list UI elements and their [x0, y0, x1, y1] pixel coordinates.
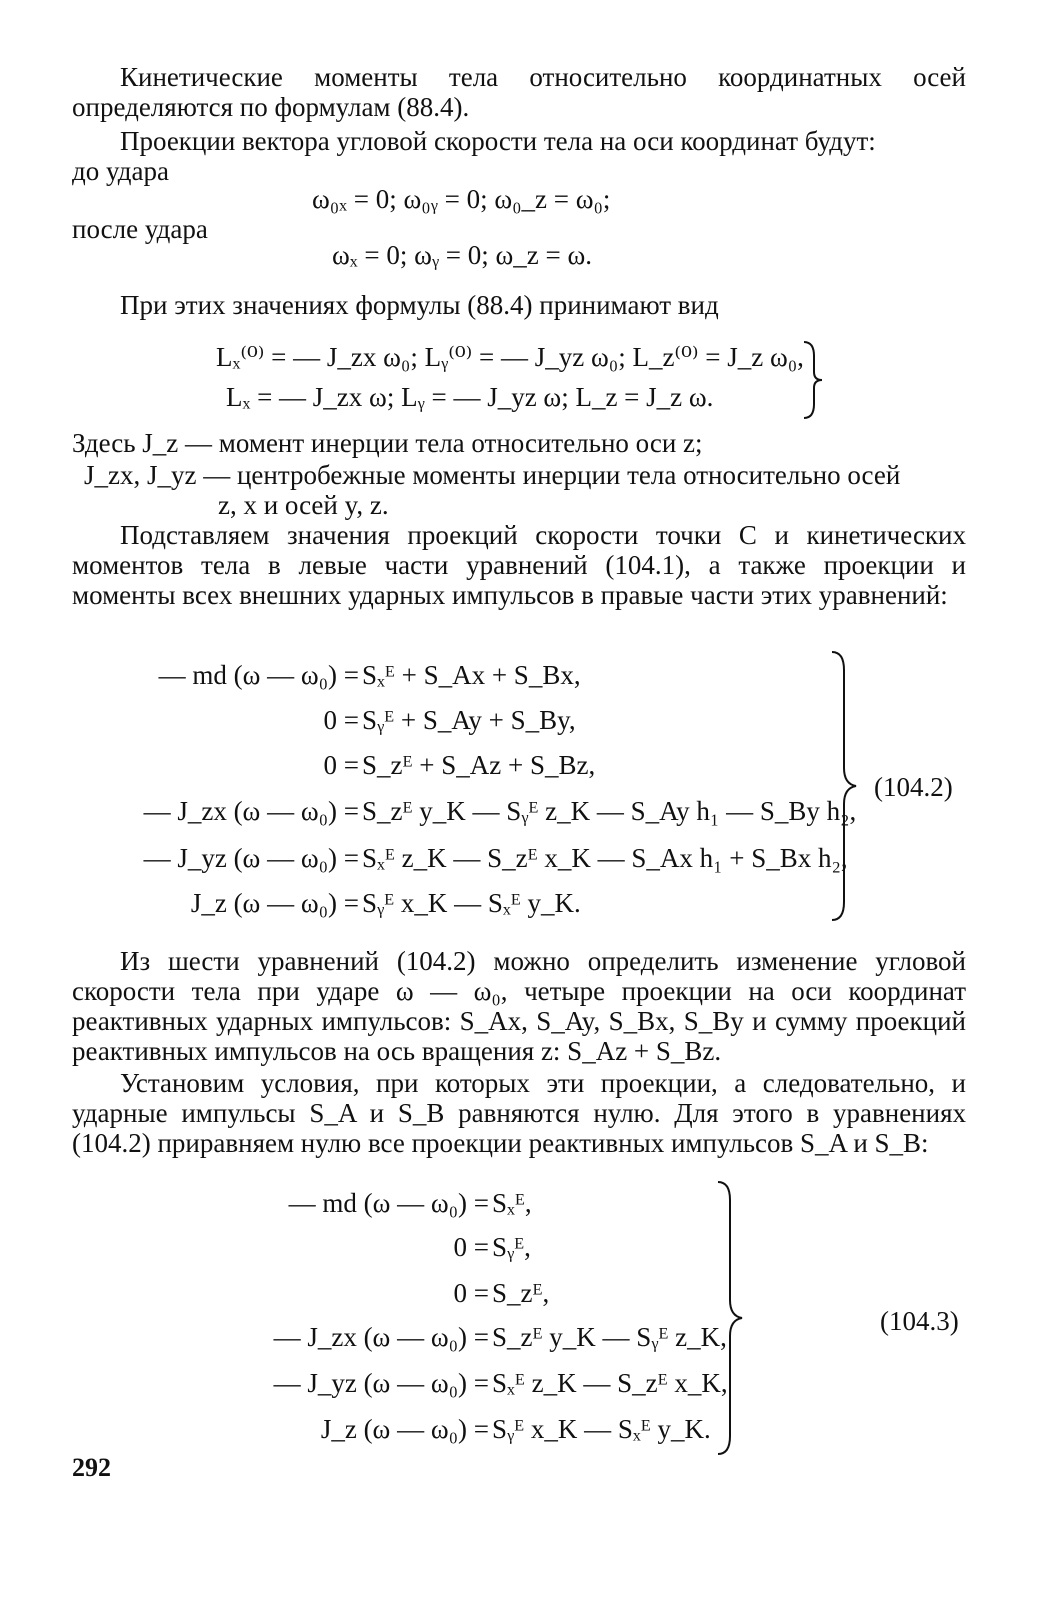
- eq3-rhs-5: Sₓᴱ z_K — S_zᴱ x_K,: [492, 1368, 728, 1398]
- equation-L-after: Lₓ = — J_zx ω; Lᵧ = — J_yz ω; L_z = J_z ω.: [226, 382, 714, 412]
- paragraph-angular-velocity: Проекции вектора угловой скорости тела на оси координат будут:: [120, 126, 876, 156]
- equation-L-before: Lₓ⁽⁰⁾ = — J_zx ω₀; Lᵧ⁽⁰⁾ = — J_yz ω₀; L_z⁽⁰⁾ = J_z ω₀,: [216, 342, 804, 372]
- eq3-rhs-6: Sᵧᴱ x_K — Sₓᴱ y_K.: [492, 1414, 711, 1444]
- eq3-lhs-3: 0 =: [453, 1278, 489, 1308]
- paragraph-kinetic-moments: Кинетические моменты тела относительно координатных осей определяются по формулам (88.4).: [72, 62, 966, 122]
- eq2-rhs-5: Sₓᴱ z_K — S_zᴱ x_K — S_Ax h₁ + S_Bx h₂,: [362, 843, 848, 873]
- text-centrifugal-moments: J_zx, J_yz — центробежные моменты инерции тела относительно осей: [84, 460, 901, 490]
- eq2-lhs-6: J_z (ω — ω₀) =: [190, 888, 359, 918]
- eq2-lhs-2: 0 =: [323, 705, 359, 735]
- eq2-rhs-4: S_zᴱ y_K — Sᵧᴱ z_K — S_Ay h₁ — S_By h₂,: [362, 796, 857, 826]
- eq2-lhs-4: — J_zx (ω — ω₀) =: [143, 796, 359, 826]
- right-brace-104-3: [712, 1180, 746, 1456]
- paragraph-conditions: Установим условия, при которых эти проекции, а следовательно, и ударные импульсы S_A и S_B равняются нулю. Для этого в уравнениях (104.2) приравняем нулю все проекции реактивных импульсов S_A и S_B:: [72, 1068, 966, 1158]
- eq3-rhs-3: S_zᴱ,: [492, 1278, 550, 1308]
- eq2-lhs-1: — md (ω — ω₀) =: [158, 660, 359, 690]
- eq2-rhs-3: S_zᴱ + S_Az + S_Bz,: [362, 750, 596, 780]
- label-before-impact: до удара: [72, 156, 169, 186]
- eq2-rhs-2: Sᵧᴱ + S_Ay + S_By,: [362, 705, 576, 735]
- eq2-rhs-6: Sᵧᴱ x_K — Sₓᴱ y_K.: [362, 888, 581, 918]
- eq2-lhs-5: — J_yz (ω — ω₀) =: [143, 843, 359, 873]
- eq3-rhs-2: Sᵧᴱ,: [492, 1232, 531, 1262]
- page-number: 292: [72, 1453, 111, 1482]
- eq3-lhs-6: J_z (ω — ω₀) =: [320, 1414, 489, 1444]
- equation-number-104-2: (104.2): [874, 772, 953, 802]
- right-brace-104-2: [826, 650, 860, 922]
- right-brace-L: [800, 340, 824, 420]
- eq3-lhs-2: 0 =: [453, 1232, 489, 1262]
- eq3-lhs-1: — md (ω — ω₀) =: [288, 1188, 489, 1218]
- eq3-lhs-4: — J_zx (ω — ω₀) =: [273, 1322, 489, 1352]
- paragraph-six-equations: Из шести уравнений (104.2) можно определить изменение угловой скорости тела при ударе ω — ω₀, четыре проекции на оси координат реактивных ударных импульсов: S_Ax, S_Ay, S_Bx, S_By и сумму проекций реактивных импульсов на ось вращения z: S_Az + S_Bz.: [72, 946, 966, 1066]
- equation-number-104-3: (104.3): [880, 1306, 959, 1336]
- equation-omega-before: ω₀ₓ = 0; ω₀ᵧ = 0; ω₀_z = ω₀;: [312, 184, 611, 214]
- eq2-rhs-1: Sₓᴱ + S_Ax + S_Bx,: [362, 660, 581, 690]
- text-axes-zx-yz: z, x и осей y, z.: [218, 490, 389, 520]
- paragraph-substitute-values: Подставляем значения проекций скорости точки C и кинетических моментов тела в левые части уравнений (104.1), а также проекции и моменты всех внешних ударных импульсов в правые части этих уравнений:: [72, 520, 966, 610]
- paragraph-formulas-take-form: При этих значениях формулы (88.4) принимают вид: [120, 290, 719, 320]
- eq2-lhs-3: 0 =: [323, 750, 359, 780]
- eq3-rhs-1: Sₓᴱ,: [492, 1188, 532, 1218]
- label-after-impact: после удара: [72, 214, 208, 244]
- eq3-rhs-4: S_zᴱ y_K — Sᵧᴱ z_K,: [492, 1322, 727, 1352]
- text-here-Jz: Здесь J_z — момент инерции тела относительно оси z;: [72, 428, 703, 458]
- eq3-lhs-5: — J_yz (ω — ω₀) =: [273, 1368, 489, 1398]
- equation-omega-after: ωₓ = 0; ωᵧ = 0; ω_z = ω.: [332, 240, 592, 270]
